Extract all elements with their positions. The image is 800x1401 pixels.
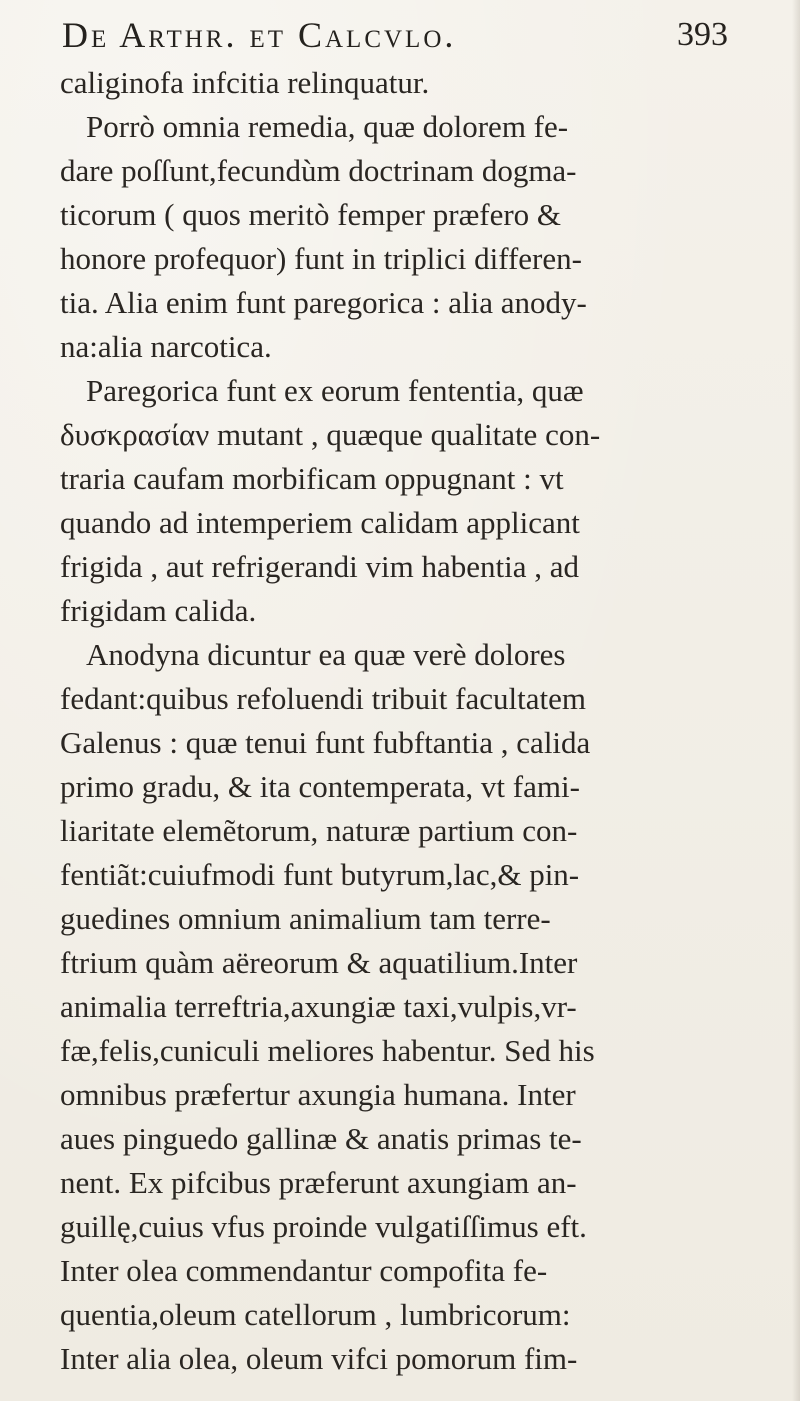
- text-line: aues pinguedo gallinæ & anatis primas te-: [60, 1121, 582, 1156]
- text-line: caliginofa infcitia relinquatur.: [60, 65, 430, 100]
- text-line: Galenus : quæ tenui funt fubftantia , calida: [60, 725, 591, 760]
- text-line: frigidam calida.: [60, 593, 257, 628]
- text-line: ftrium quàm aëreorum & aquatilium.Inter: [60, 945, 578, 980]
- text-line: guedines omnium animalium tam terre-: [60, 901, 551, 936]
- text-line: nent. Ex pifcibus præferunt axungiam an-: [60, 1165, 577, 1200]
- text-line: omnibus præfertur axungia humana. Inter: [60, 1077, 576, 1112]
- text-line: fentiãt:cuiufmodi funt butyrum,lac,& pin-: [60, 857, 580, 892]
- page-edge-shadow: [792, 0, 800, 1401]
- page-header: [62, 6, 762, 56]
- text-line: Porrò omnia remedia, quæ dolorem fe-: [86, 109, 569, 144]
- text-line: fedant:quibus refoluendi tribuit facultatem: [60, 681, 586, 716]
- text-line: fæ,felis,cuniculi meliores habentur. Sed his: [60, 1033, 595, 1068]
- text-line: Inter olea commendantur compofita fe-: [60, 1253, 548, 1288]
- text-line: guillę,cuius vfus proinde vulgatiſſimus eft.: [60, 1209, 587, 1244]
- text-line: liaritate elemẽtorum, naturæ partium con-: [60, 813, 578, 848]
- text-line: tia. Alia enim funt paregorica : alia anody-: [60, 285, 587, 320]
- text-line: ticorum ( quos meritò femper præfero &: [60, 197, 562, 232]
- text-line: traria caufam morbificam oppugnant : vt: [60, 461, 564, 496]
- text-line: dare poſſunt,fecundùm doctrinam dogma-: [60, 153, 577, 188]
- text-line: frigida , aut refrigerandi vim habentia , ad: [60, 549, 580, 584]
- text-line: na:alia narcotica.: [60, 329, 272, 364]
- page-number: 393: [677, 16, 728, 53]
- text-line: Anodyna dicuntur ea quæ verè dolores: [86, 637, 566, 672]
- text-line: δυσκρασίαν mutant , quæque qualitate con-: [60, 417, 601, 452]
- text-line: quentia,oleum catellorum , lumbricorum:: [60, 1297, 571, 1332]
- text-line: Paregorica funt ex eorum fententia, quæ: [86, 373, 584, 408]
- text-line: primo gradu, & ita contemperata, vt fami-: [60, 769, 580, 804]
- text-line: Inter alia olea, oleum vifci pomorum fim-: [60, 1341, 578, 1376]
- text-line: honore profequor) funt in triplici differen-: [60, 241, 582, 276]
- running-title: De Arthr. et Calcvlo.: [62, 15, 457, 55]
- text-line: animalia terreftria,axungiæ taxi,vulpis,vr-: [60, 989, 577, 1024]
- text-line: quando ad intemperiem calidam applicant: [60, 505, 580, 540]
